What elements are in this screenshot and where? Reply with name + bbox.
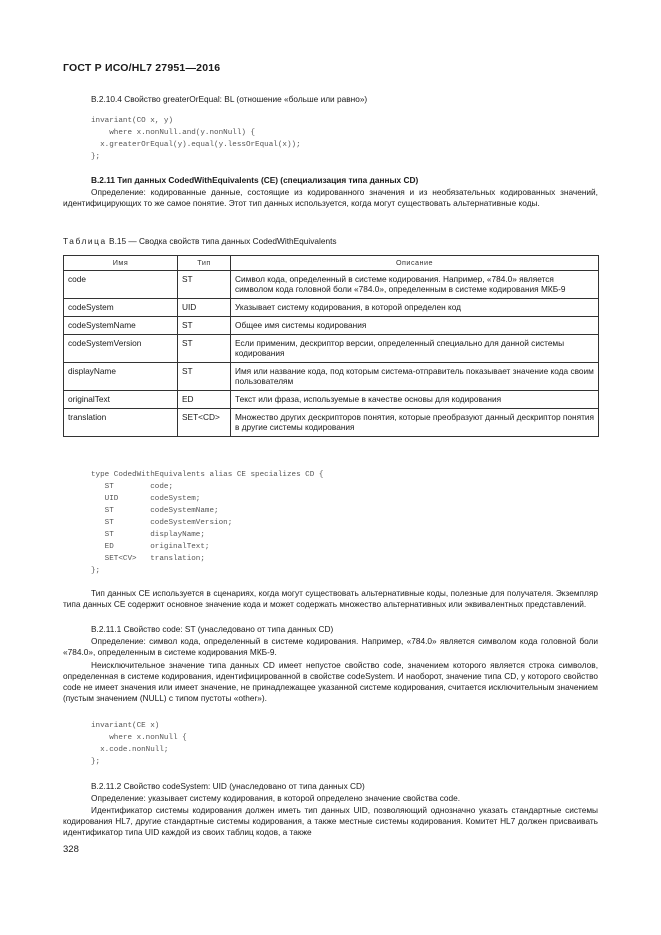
code-line: }; <box>91 758 101 766</box>
code-line: ED originalText; <box>91 543 210 551</box>
page-number: 328 <box>63 844 79 855</box>
cell-description: Имя или название кода, под которым система-отправитель показывает значение кода своим пользователям <box>231 363 599 391</box>
column-header-description: Описание <box>231 256 599 271</box>
cell-type: ST <box>178 363 231 391</box>
table-row <box>64 391 599 409</box>
section-b2111-paragraph: Неисключительное значение типа данных CD имеет непустое свойство code, значением которого является строка символов, определенная в системе кодирования, идентифицированной в свойстве codeSystem. И наоборот, значение типа CD, у которого свойство code не имеет значения или имеет значение, не принадлежащее указанной системе кодирования, считается исключительным значением (пустым значением (NULL) с типом пустоты «other»). <box>63 660 598 703</box>
code-line: x.code.nonNull; <box>91 746 169 754</box>
cell-type: SET<CD> <box>178 409 231 437</box>
column-header-type: Тип <box>178 256 231 271</box>
cell-description: Если применим, дескриптор версии, определенный специально для данной системы кодирования <box>231 335 599 363</box>
cell-name: codeSystemName <box>64 317 178 335</box>
code-line: ST codeSystemName; <box>91 507 219 515</box>
table-row <box>64 271 599 299</box>
table-row <box>64 299 599 317</box>
cell-description: Множество других дескрипторов понятия, которые преобразуют данный дескриптор понятия в другие системы кодирования <box>231 409 599 437</box>
cell-description: Указывает систему кодирования, в которой определен код <box>231 299 599 317</box>
code-line: ST code; <box>91 483 174 491</box>
table-caption <box>63 236 337 246</box>
cell-type: ED <box>178 391 231 409</box>
section-b211-definition: Определение: кодированные данные, состоящие из кодированного значения и из необязательных кодированных значений, идентифицирующих то же самое понятие. Этот тип данных используется, когда могут существовать альтернативные коды. <box>63 187 598 208</box>
cell-type: ST <box>178 317 231 335</box>
cell-name: codeSystemVersion <box>64 335 178 363</box>
paragraph-ce-usage: Тип данных CE используется в сценариях, когда могут существовать альтернативные коды, полезные для получателя. Экземпляр типа данных CE содержит основное значение кода и может содержать множество альтернативных или эквивалентных представлений. <box>63 588 598 609</box>
section-b2112-title: B.2.11.2 Свойство codeSystem: UID (унаследовано от типа данных CD) <box>91 781 365 791</box>
section-b2111-title: B.2.11.1 Свойство code: ST (унаследовано от типа данных CD) <box>91 624 334 634</box>
cell-name: code <box>64 271 178 299</box>
table-row <box>64 409 599 437</box>
table-row <box>64 363 599 391</box>
cell-name: codeSystem <box>64 299 178 317</box>
table-caption-text: B.15 — Сводка свойств типа данных CodedWithEquivalents <box>109 236 337 246</box>
cell-name: originalText <box>64 391 178 409</box>
column-header-name: Имя <box>64 256 178 271</box>
cell-type: ST <box>178 271 231 299</box>
section-b21004-title: B.2.10.4 Свойство greaterOrEqual: BL (отношение «больше или равно») <box>91 94 368 104</box>
code-line: where x.nonNull.and(y.nonNull) { <box>91 129 256 137</box>
section-b2112-paragraph: Идентификатор системы кодирования должен иметь тип данных UID, позволяющий однозначно указать стандартные системы кодирования HL7, другие стандартные системы кодирования, а также местные системы кодирования. Комитет HL7 должен присваивать идентификатор типа UID каждой из своих таблиц кодов, а также <box>63 805 598 837</box>
section-b2112-definition: Определение: указывает систему кодирования, в которой определено значение свойства code. <box>91 793 461 803</box>
code-line: invariant(CO x, y) <box>91 117 174 125</box>
table-header-row <box>64 256 599 271</box>
section-b2111-definition: Определение: символ кода, определенный в системе кодирования. Например, «784.0» является символом кода головной боли «784.0», определенным в системе кодирования МКБ-9. <box>63 636 598 657</box>
cell-name: displayName <box>64 363 178 391</box>
cell-description: Текст или фраза, используемые в качестве основы для кодирования <box>231 391 599 409</box>
table-row <box>64 335 599 363</box>
cell-name: translation <box>64 409 178 437</box>
code-line: ST displayName; <box>91 531 205 539</box>
code-line: where x.nonNull { <box>91 734 187 742</box>
cell-type: ST <box>178 335 231 363</box>
cell-description: Общее имя системы кодирования <box>231 317 599 335</box>
code-line: UID codeSystem; <box>91 495 201 503</box>
code-line: type CodedWithEquivalents alias CE specializes CD { <box>91 471 324 479</box>
code-line: invariant(CE x) <box>91 722 160 730</box>
section-b211-title: B.2.11 Тип данных CodedWithEquivalents (CE) (специализация типа данных CD) <box>91 175 419 185</box>
properties-table <box>63 255 599 437</box>
code-line: }; <box>91 567 101 575</box>
document-header: ГОСТ Р ИСО/HL7 27951—2016 <box>63 62 221 74</box>
code-line: ST codeSystemVersion; <box>91 519 233 527</box>
cell-type: UID <box>178 299 231 317</box>
code-line: }; <box>91 153 101 161</box>
cell-description: Символ кода, определенный в системе кодирования. Например, «784.0» является символом кода головной боли «784.0», определенным в системе кодирования МКБ-9 <box>231 271 599 299</box>
code-line: SET<CV> translation; <box>91 555 205 563</box>
code-line: x.greaterOrEqual(y).equal(y.lessOrEqual(x)); <box>91 141 301 149</box>
table-caption-prefix: Таблица <box>63 236 107 246</box>
table-row <box>64 317 599 335</box>
